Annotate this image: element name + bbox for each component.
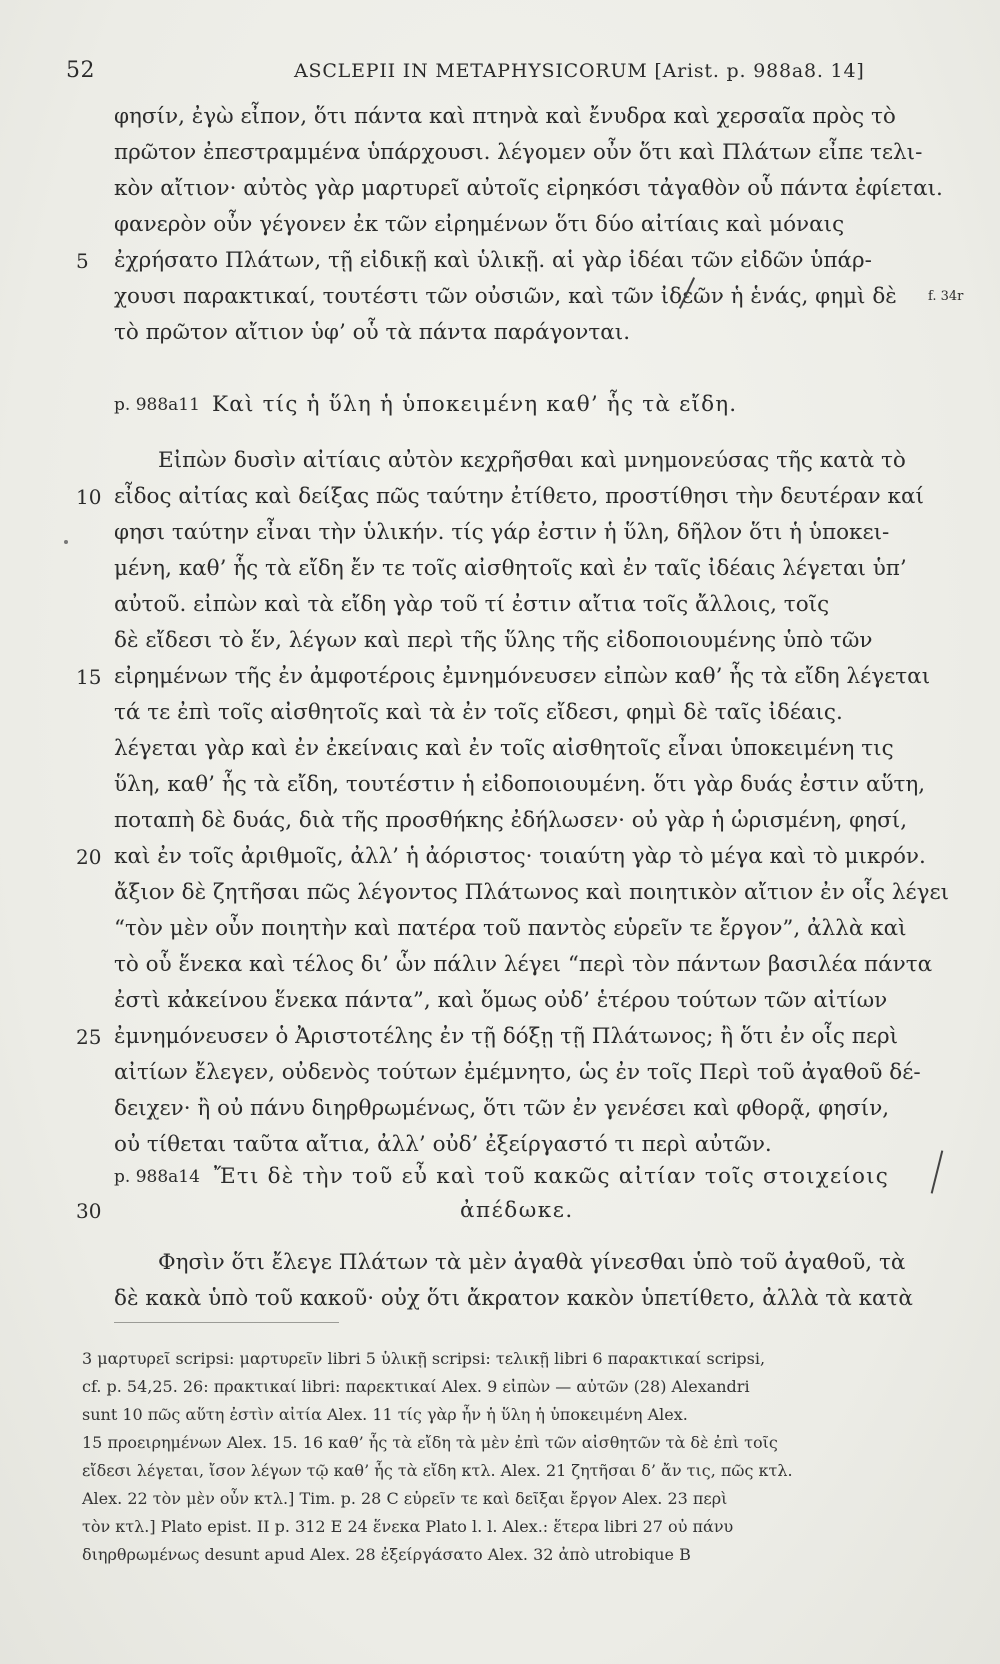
line-text: ὕλη, καθ’ ἧς τὰ εἴδη, τουτέστιν ἡ εἰδοποιουμένη. ὅτι γὰρ δυάς ἐστιν αὕτη, xyxy=(114,772,926,797)
lemma-text: Ἔτι δὲ τὴν τοῦ εὖ καὶ τοῦ κακῶς αἰτίαν τοῖς στοιχείοις xyxy=(214,1164,889,1189)
folio-margin-note: f. 34r xyxy=(928,289,964,304)
line-text: αὐτοῦ. εἰπὼν καὶ τὰ εἴδη γὰρ τοῦ τί ἐστιν αἴτια τοῖς ἄλλοις, τοῖς xyxy=(114,592,830,617)
ink-speck xyxy=(64,540,68,544)
text-line xyxy=(0,316,1000,350)
footnote-line: Alex. 22 τὸν μὲν οὖν κτλ.] Tim. p. 28 C εὑρεῖν τε καὶ δεῖξαι ἔργον Alex. 23 περὶ xyxy=(82,1489,728,1508)
lemma-text: Καὶ τίς ἡ ὕλη ἡ ὑποκειμένη καθ’ ἧς τὰ εἴδη. xyxy=(212,392,738,417)
line-text: τὸ πρῶτον αἴτιον ὑφ’ οὗ τὰ πάντα παράγονται. xyxy=(114,320,631,345)
footnote-line: cf. p. 54,25. 26: πρακτικαί libri: παρεκτικαί Alex. 9 εἰπὼν — αὐτῶν (28) Alexandri xyxy=(82,1377,750,1396)
line-number: 15 xyxy=(76,665,102,689)
line-text: φησι ταύτην εἶναι τὴν ὑλικήν. τίς γάρ ἐστιν ἡ ὕλη, δῆλον ὅτι ἡ ὑποκει- xyxy=(114,520,890,545)
line-number: 5 xyxy=(76,249,89,273)
lemma-reference: p. 988a11 xyxy=(114,395,200,415)
line-number: 10 xyxy=(76,485,102,509)
text-line xyxy=(0,244,1000,278)
lemma-text-cont: ἀπέδωκε. xyxy=(460,1198,574,1223)
page-header xyxy=(62,58,960,98)
footnote-line: τὸν κτλ.] Plato epist. II p. 312 E 24 ἕνεκα Plato l. l. Alex.: ἕτερα libri 27 οὐ πάνυ xyxy=(82,1517,734,1536)
line-text: “τὸν μὲν οὖν ποιητὴν καὶ πατέρα τοῦ παντὸς εὑρεῖν τε ἔργον”, ἀλλὰ καὶ xyxy=(114,916,907,941)
text-line xyxy=(0,1092,1000,1126)
text-line xyxy=(0,1128,1000,1162)
line-text: εἰρημένων τῆς ἐν ἀμφοτέροις ἐμνημόνευσεν εἰπὼν καθ’ ἧς τὰ εἴδη λέγεται xyxy=(114,664,931,689)
lemma-line xyxy=(0,1194,1000,1228)
line-text: φανερὸν οὖν γέγονεν ἐκ τῶν εἰρημένων ὅτι δύο αἰτίαις καὶ μόναις xyxy=(114,212,845,237)
footnote-rule xyxy=(114,1322,339,1323)
text-line xyxy=(0,208,1000,242)
text-line xyxy=(0,1056,1000,1090)
line-text: κὸν αἴτιον· αὐτὸς γὰρ μαρτυρεῖ αὐτοῖς εἰρηκόσι τἀγαθὸν οὗ πάντα ἐφίεται. xyxy=(114,176,943,201)
text-line xyxy=(0,100,1000,134)
text-line xyxy=(0,768,1000,802)
line-text: αἰτίων ἔλεγεν, οὐδενὸς τούτων ἐμέμνητο, ὡς ἐν τοῖς Περὶ τοῦ ἀγαθοῦ δέ- xyxy=(114,1060,921,1085)
footnote-line: διηρθρωμένως desunt apud Alex. 28 ἐξείργάσατο Alex. 32 ἀπὸ utrobique B xyxy=(82,1545,691,1564)
text-line xyxy=(0,948,1000,982)
line-text: ποταπὴ δὲ δυάς, διὰ τῆς προσθήκης ἐδήλωσεν· οὐ γὰρ ἡ ὡρισμένη, φησί, xyxy=(114,808,908,833)
line-number: 20 xyxy=(76,845,102,869)
text-line xyxy=(0,732,1000,766)
line-text: Εἰπὼν δυσὶν αἰτίαις αὐτὸν κεχρῆσθαι καὶ μνημονεύσας τῆς κατὰ τὸ xyxy=(158,448,906,473)
footnote-line: εἴδεσι λέγεται, ἴσον λέγων τῷ καθ’ ἧς τὰ εἴδη κτλ. Alex. 21 ζητῆσαι δ’ ἄν τις, πῶς κτλ. xyxy=(82,1461,793,1480)
text-line xyxy=(0,804,1000,838)
text-line xyxy=(0,588,1000,622)
text-line xyxy=(0,624,1000,658)
text-line xyxy=(0,912,1000,946)
line-text: τά τε ἐπὶ τοῖς αἰσθητοῖς καὶ τὰ ἐν τοῖς εἴδεσι, φημὶ δὲ ταῖς ἰδέαις. xyxy=(114,700,843,725)
line-text: Φησὶν ὅτι ἔλεγε Πλάτων τὰ μὲν ἀγαθὰ γίνεσθαι ὑπὸ τοῦ ἀγαθοῦ, τὰ xyxy=(158,1250,906,1275)
text-line xyxy=(0,876,1000,910)
text-line xyxy=(0,172,1000,206)
line-text: ἐμνημόνευσεν ὁ Ἀριστοτέλης ἐν τῇ δόξῃ τῇ Πλάτωνος; ἢ ὅτι ἐν οἷς περὶ xyxy=(114,1024,899,1049)
text-line xyxy=(0,984,1000,1018)
text-line xyxy=(0,1246,1000,1280)
text-line xyxy=(0,696,1000,730)
line-text: δὲ εἴδεσι τὸ ἕν, λέγων καὶ περὶ τῆς ὕλης τῆς εἰδοποιουμένης ὑπὸ τῶν xyxy=(114,628,873,653)
line-text: μένη, καθ’ ἧς τὰ εἴδη ἔν τε τοῖς αἰσθητοῖς καὶ ἐν ταῖς ἰδέαις λέγεται ὑπ’ xyxy=(114,556,907,581)
text-line xyxy=(0,136,1000,170)
footnote-line: sunt 10 πῶς αὕτη ἐστὶν αἰτία Alex. 11 τίς γὰρ ἦν ἡ ὕλη ἡ ὑποκειμένη Alex. xyxy=(82,1405,688,1424)
text-line xyxy=(0,840,1000,874)
text-line xyxy=(0,480,1000,514)
line-text: ἄξιον δὲ ζητῆσαι πῶς λέγοντος Πλάτωνος καὶ ποιητικὸν αἴτιον ἐν οἷς λέγει xyxy=(114,880,950,905)
line-text: λέγεται γὰρ καὶ ἐν ἐκείναις καὶ ἐν τοῖς αἰσθητοῖς εἶναι ὑποκειμένη τις xyxy=(114,736,894,761)
line-text: καὶ ἐν τοῖς ἀριθμοῖς, ἀλλ’ ἡ ἀόριστος· τοιαύτη γὰρ τὸ μέγα καὶ τὸ μικρόν. xyxy=(114,844,926,869)
line-text: οὐ τίθεται ταῦτα αἴτια, ἀλλ’ οὐδ’ ἐξείργαστό τι περὶ αὐτῶν. xyxy=(114,1132,772,1157)
lemma-reference: p. 988a14 xyxy=(114,1167,200,1187)
line-text: δειχεν· ἢ οὐ πάνυ διηρθρωμένως, ὅτι τῶν ἐν γενέσει καὶ φθορᾷ, φησίν, xyxy=(114,1096,890,1121)
text-line xyxy=(0,444,1000,478)
line-text: τὸ οὗ ἕνεκα καὶ τέλος δι’ ὧν πάλιν λέγει “περὶ τὸν πάντων βασιλέα πάντα xyxy=(114,952,933,977)
line-text: ἐστὶ κἀκείνου ἕνεκα πάντα”, καὶ ὅμως οὐδ’ ἑτέρου τούτων τῶν αἰτίων xyxy=(114,988,888,1013)
text-line xyxy=(0,280,1000,314)
line-text: φησίν, ἐγὼ εἶπον, ὅτι πάντα καὶ πτηνὰ καὶ ἔνυδρα καὶ χερσαῖα πρὸς τὸ xyxy=(114,104,896,129)
text-line xyxy=(0,660,1000,694)
line-number: 30 xyxy=(76,1199,102,1223)
line-text: δὲ κακὰ ὑπὸ τοῦ κακοῦ· οὐχ ὅτι ἄκρατον κακὸν ὑπετίθετο, ἀλλὰ τὰ κατὰ xyxy=(114,1286,913,1311)
line-text: χουσι παρακτικαί, τουτέστι τῶν οὐσιῶν, καὶ τῶν ἰδεῶν ἡ ἑνάς, φημὶ δὲ xyxy=(114,284,897,309)
line-number: 25 xyxy=(76,1025,102,1049)
page-number: 52 xyxy=(66,58,95,83)
footnote-line: 15 προειρημένων Alex. 15. 16 καθ’ ἧς τὰ εἴδη τὰ μὲν ἐπὶ τῶν αἰσθητῶν τὰ δὲ ἐπὶ τοῖς xyxy=(82,1433,778,1452)
footnote-line: 3 μαρτυρεῖ scripsi: μαρτυρεῖν libri 5 ὑλικῇ scripsi: τελικῇ libri 6 παρακτικαί scripsi, xyxy=(82,1349,766,1368)
running-title: ASCLEPII IN METAPHYSICORUM [Arist. p. 988a8. 14] xyxy=(294,60,865,82)
text-line xyxy=(0,552,1000,586)
lemma-line xyxy=(0,1160,1000,1194)
text-line xyxy=(0,1282,1000,1316)
text-line xyxy=(0,1020,1000,1054)
line-text: πρῶτον ἐπεστραμμένα ὑπάρχουσι. λέγομεν οὖν ὅτι καὶ Πλάτων εἶπε τελι- xyxy=(114,140,923,165)
lemma-line xyxy=(0,388,1000,422)
text-line xyxy=(0,516,1000,550)
line-text: ἐχρήσατο Πλάτων, τῇ εἰδικῇ καὶ ὑλικῇ. αἱ γὰρ ἰδέαι τῶν εἰδῶν ὑπάρ- xyxy=(114,248,872,273)
line-text: εἶδος αἰτίας καὶ δείξας πῶς ταύτην ἐτίθετο, προστίθησι τὴν δευτέραν καί xyxy=(114,484,924,509)
